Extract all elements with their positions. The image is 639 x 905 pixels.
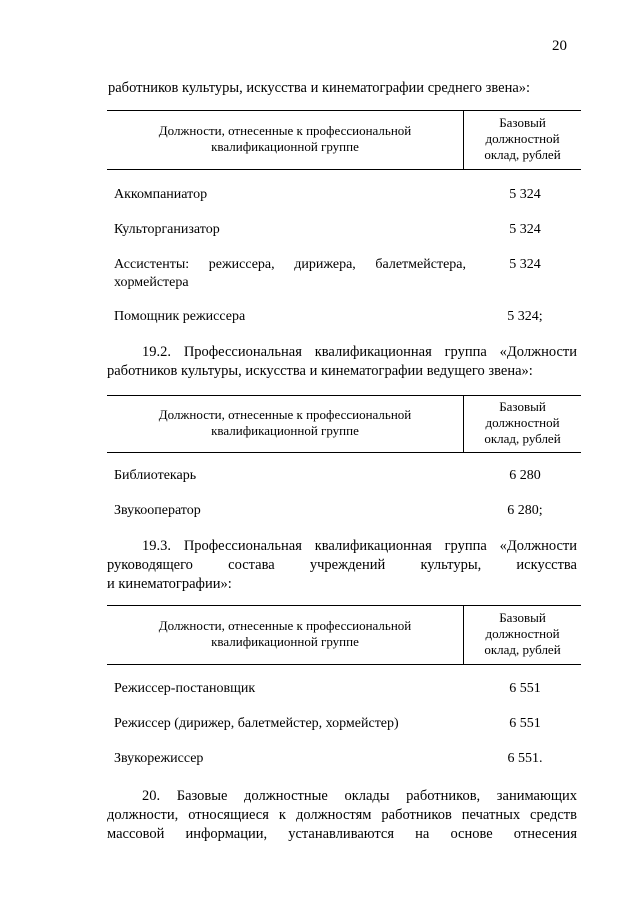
header-salary-line2: должностной (485, 626, 560, 641)
section-19-3 (107, 537, 577, 594)
header-salary-line3: оклад, рублей (484, 431, 561, 446)
section-19-2-line2: работников культуры, искусства и кинематографии ведущего звена»: (107, 363, 533, 379)
table-row-value: 6 551. (507, 751, 543, 766)
header-salary-line3: оклад, рублей (484, 642, 561, 657)
table-row-name: Культорганизатор (114, 222, 220, 237)
section-19-3-line3: и кинематографии»: (107, 576, 232, 592)
table-row-value: 6 280 (509, 468, 541, 483)
header-salary (464, 115, 581, 163)
table-row-name: Библиотекарь (114, 468, 197, 483)
table-row-value: 6 551 (509, 716, 541, 731)
section-20-line1: 20. Базовые должностные оклады работников, занимающих (142, 788, 577, 804)
header-salary (464, 610, 581, 658)
table-row-name: Звукорежиссер (114, 751, 204, 766)
table-row-value: 5 324 (509, 222, 541, 237)
table-row-value: 5 324 (509, 187, 541, 202)
header-positions (107, 618, 463, 650)
header-salary-line1: Базовый (499, 115, 546, 130)
header-positions-line1: Должности, отнесенные к профессиональной (158, 407, 412, 422)
table-row-name: Режиссер (дирижер, балетмейстер, хормейстер) (114, 716, 399, 731)
header-positions-line2: квалификационной группе (211, 139, 359, 154)
header-salary-line3: оклад, рублей (484, 147, 561, 162)
header-salary-line2: должностной (485, 415, 560, 430)
table-header-2 (107, 395, 581, 453)
header-positions (107, 407, 463, 439)
header-salary-line1: Базовый (499, 610, 546, 625)
table-header-1 (107, 110, 581, 170)
section-19-3-line2: руководящего состава учреждений культуры, искусства (107, 557, 577, 573)
table-row-value: 6 551 (509, 681, 541, 696)
table-row-name: Режиссер-постановщик (114, 681, 256, 696)
table-row-name-line1: Ассистенты: режиссера, дирижера, балетмейстера, (114, 257, 466, 272)
header-positions (107, 123, 463, 155)
section-20-line3: массовой информации, устанавливаются на основе отнесения (107, 826, 577, 842)
table-row-name: Звукооператор (114, 503, 201, 518)
header-positions-line2: квалификационной группе (211, 423, 359, 438)
section-19-2 (107, 343, 577, 381)
header-positions-line2: квалификационной группе (211, 634, 359, 649)
table-header-3 (107, 605, 581, 665)
table-row-name (114, 256, 466, 292)
section-20 (107, 787, 577, 844)
table-row-value: 5 324; (507, 309, 543, 324)
intro-line: работников культуры, искусства и кинематографии среднего звена»: (108, 80, 531, 96)
table-row-name: Помощник режиссера (114, 309, 246, 324)
section-19-3-line1: 19.3. Профессиональная квалификационная группа «Должности (142, 538, 577, 554)
header-salary-line2: должностной (485, 131, 560, 146)
page-number: 20 (552, 38, 567, 54)
header-salary (464, 399, 581, 447)
section-20-line2: должности, относящиеся к должностям работников печатных средств (107, 807, 577, 823)
table-row-value: 5 324 (509, 257, 541, 272)
header-positions-line1: Должности, отнесенные к профессиональной (158, 618, 412, 633)
header-salary-line1: Базовый (499, 399, 546, 414)
table-row-name: Аккомпаниатор (114, 187, 208, 202)
header-positions-line1: Должности, отнесенные к профессиональной (158, 123, 412, 138)
table-row-name-line2: хормейстера (114, 275, 189, 290)
table-row-value: 6 280; (507, 503, 543, 518)
section-19-2-line1: 19.2. Профессиональная квалификационная группа «Должности (142, 344, 577, 360)
